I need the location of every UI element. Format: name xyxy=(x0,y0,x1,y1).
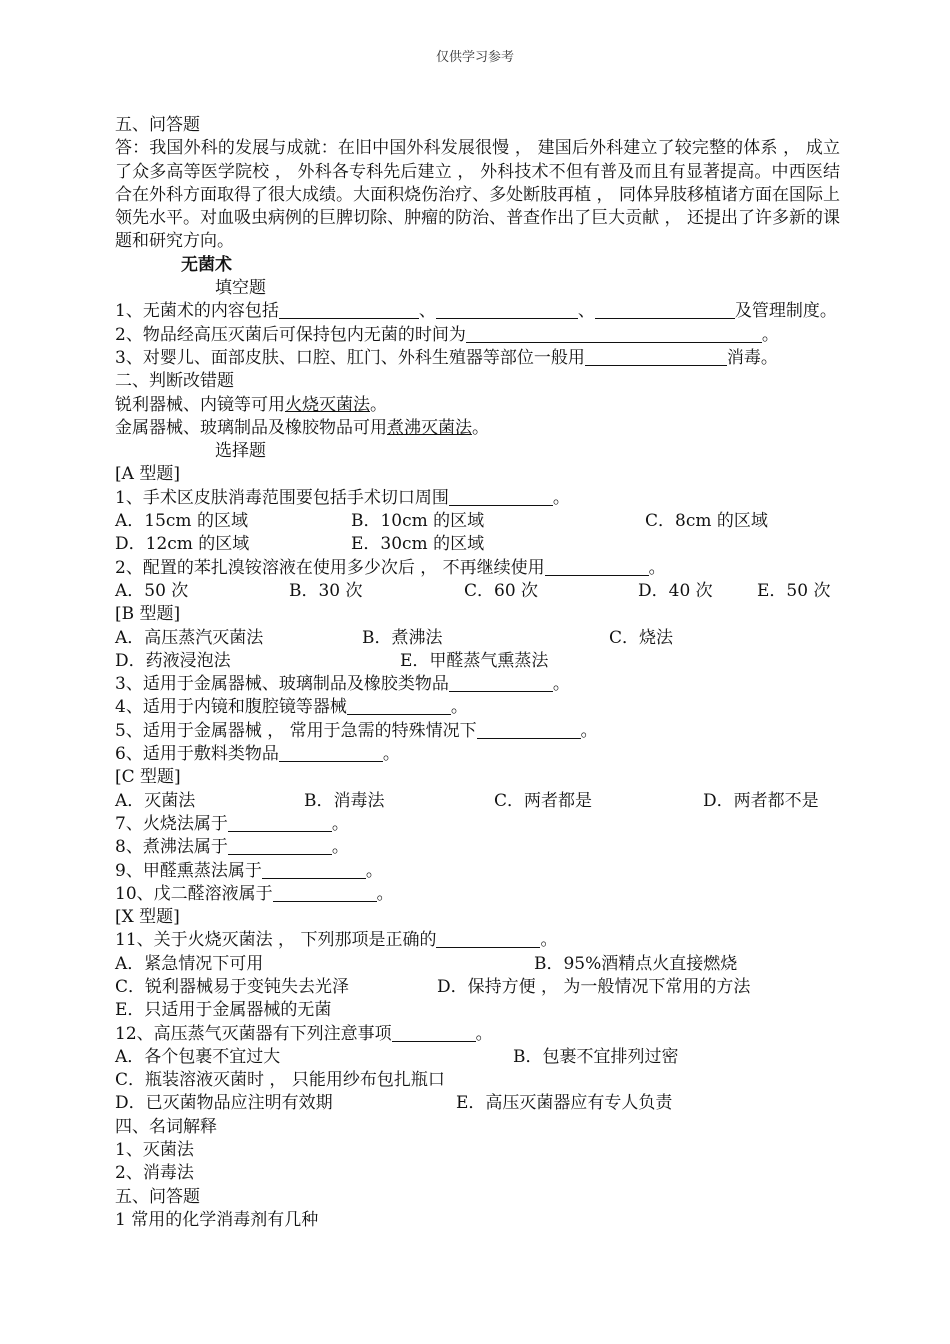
option: B．10cm 的区域 xyxy=(351,511,485,532)
question-text: 。 xyxy=(761,324,779,345)
judge-item-1 xyxy=(115,394,840,417)
answer-paragraph: 答：我国外科的发展与成就：在旧中国外科发展很慢 ， 建国后外科建立了较完整的体系 ， 成立了众多高等医学院校 ， 外科各专科先后建立 ， 外科技术不但有普及而且有显著提高。中西医结合在外科方面取得了很大成绩。大面积烧伤治疗、多处断肢再植 ， 同体异肢移植诸方面在国际上领先水平。对血吸虫病例的巨脾切除、肿瘤的防治、普查作出了巨大贡献 ， 还提出了许多新的课题和研究方向。 xyxy=(115,138,840,252)
option: E．高压灭菌器应有专人负责 xyxy=(456,1093,673,1114)
x-question-11 xyxy=(115,929,840,952)
answer-blank xyxy=(595,301,735,319)
option: D．药液浸泡法 xyxy=(115,650,231,671)
question-text: 2、物品经高压灭菌后可保持包内无菌的时间为 xyxy=(115,324,466,345)
option: C．两者都是 xyxy=(494,790,593,811)
underlined-term: 火烧灭菌法 xyxy=(285,394,370,415)
option-row xyxy=(115,1046,840,1069)
question-text: 。 xyxy=(475,1023,493,1044)
question-text: 8、煮沸法属于 xyxy=(115,837,228,858)
question-text: 11、关于火烧灭菌法 ， 下列那项是正确的 xyxy=(115,930,437,951)
question-text: 。 xyxy=(450,697,468,718)
c-question-7 xyxy=(115,813,840,836)
page-header: 仅供学习参考 xyxy=(435,50,514,65)
answer-blank xyxy=(436,301,578,319)
question-text: 5、适用于金属器械 ， 常用于急需的特殊情况下 xyxy=(115,720,477,741)
question-text: 12、高压蒸气灭菌器有下列注意事项 xyxy=(115,1023,392,1044)
option: E．只适用于金属器械的无菌 xyxy=(115,1000,332,1021)
answer-blank xyxy=(392,1024,476,1042)
question-text: 9、甲醛熏蒸法属于 xyxy=(115,860,262,881)
fill-in-title: 填空题 xyxy=(215,278,266,299)
statement-text: 。 xyxy=(472,417,489,438)
option: E．50 次 xyxy=(757,580,831,601)
answer-blank xyxy=(228,837,332,855)
separator: 、 xyxy=(418,301,436,322)
question-text: 消毒。 xyxy=(726,347,778,368)
option: A．紧急情况下可用 xyxy=(115,953,264,974)
question-text: 6、适用于敷料类物品 xyxy=(115,744,279,765)
option: E．30cm 的区域 xyxy=(351,534,485,555)
option: D．已灭菌物品应注明有效期 xyxy=(115,1093,333,1114)
answer-blank xyxy=(228,814,332,832)
question-text: 。 xyxy=(331,813,349,834)
x-question-12 xyxy=(115,1023,840,1046)
question-text: 3、对婴儿、面部皮肤、口腔、肛门、外科生殖器等部位一般用 xyxy=(115,347,585,368)
option-row xyxy=(115,953,840,976)
choice-title: 选择题 xyxy=(215,441,266,462)
question-type-label: [X 型题] xyxy=(115,907,180,928)
fill-question-1 xyxy=(115,300,840,323)
section-title: 五、问答题 xyxy=(115,115,200,135)
underlined-term: 煮沸灭菌法 xyxy=(387,417,472,438)
b-question-3 xyxy=(115,673,840,696)
question-text: 。 xyxy=(552,674,570,695)
choice-question-2 xyxy=(115,557,840,580)
option-row xyxy=(115,1092,840,1115)
statement-text: 金属器械、玻璃制品及橡胶物品可用 xyxy=(115,417,387,438)
answer-blank xyxy=(279,301,419,319)
option: D．保持方便 ， 为一般情况下常用的方法 xyxy=(437,976,751,997)
question-type-label: [B 型题] xyxy=(115,604,181,625)
c-question-8 xyxy=(115,836,840,859)
option-row xyxy=(115,510,840,533)
chapter-title: 无菌术 xyxy=(181,254,232,275)
option: C．烧法 xyxy=(609,627,674,648)
term-item: 1、灭菌法 xyxy=(115,1140,194,1161)
judge-item-2 xyxy=(115,417,840,440)
question-text: 10、戊二醛溶液属于 xyxy=(115,883,273,904)
question-type-label: [A 型题] xyxy=(115,464,180,485)
fill-question-3 xyxy=(115,347,840,370)
section-title: 五、问答题 xyxy=(115,1186,200,1207)
document-body xyxy=(115,114,840,1232)
question-text: 。 xyxy=(376,883,394,904)
c-question-9 xyxy=(115,860,840,883)
question-text: 。 xyxy=(580,720,598,741)
option-row xyxy=(115,976,840,999)
answer-blank xyxy=(273,884,377,902)
option-row xyxy=(115,790,840,813)
option: B．95%酒精点火直接燃烧 xyxy=(534,953,738,974)
question-text: 。 xyxy=(648,557,666,578)
option-row xyxy=(115,999,840,1022)
essay-question: 1 常用的化学消毒剂有几种 xyxy=(115,1209,319,1230)
question-type-label: [C 型题] xyxy=(115,767,181,788)
b-question-5 xyxy=(115,720,840,743)
option: B．煮沸法 xyxy=(362,627,443,648)
answer-blank xyxy=(477,721,581,739)
answer-blank xyxy=(279,744,383,762)
question-text: 1、手术区皮肤消毒范围要包括手术切口周围 xyxy=(115,487,449,508)
question-text: 1、无菌术的内容包括 xyxy=(115,301,279,322)
option: E．甲醛蒸气熏蒸法 xyxy=(400,650,549,671)
term-item: 2、消毒法 xyxy=(115,1163,194,1184)
option-row xyxy=(115,1069,840,1092)
answer-blank xyxy=(436,930,540,948)
option: C．60 次 xyxy=(464,580,539,601)
option: A．各个包裹不宜过大 xyxy=(115,1046,281,1067)
option: D．两者都不是 xyxy=(703,790,819,811)
question-text: 4、适用于内镜和腹腔镜等器械 xyxy=(115,697,347,718)
answer-blank xyxy=(466,325,762,343)
option: A．15cm 的区域 xyxy=(115,511,248,532)
answer-blank xyxy=(262,861,366,879)
option: D．40 次 xyxy=(638,580,713,601)
choice-question-1 xyxy=(115,487,840,510)
answer-blank xyxy=(449,488,553,506)
question-text: 。 xyxy=(540,930,558,951)
fill-question-2 xyxy=(115,324,840,347)
b-question-4 xyxy=(115,696,840,719)
question-text: 。 xyxy=(382,744,400,765)
option: D．12cm 的区域 xyxy=(115,534,250,555)
answer-blank xyxy=(585,348,727,366)
option: C．锐利器械易于变钝失去光泽 xyxy=(115,976,350,997)
statement-text: 锐利器械、内镜等可用 xyxy=(115,394,285,415)
separator: 、 xyxy=(577,301,595,322)
answer-blank xyxy=(449,674,553,692)
question-text: 7、火烧法属于 xyxy=(115,813,228,834)
option-row xyxy=(115,580,840,603)
answer-blank xyxy=(347,697,451,715)
section-title: 二、判断改错题 xyxy=(115,371,234,392)
question-text: 。 xyxy=(365,860,383,881)
question-text: 2、配置的苯扎溴铵溶液在使用多少次后 ， 不再继续使用 xyxy=(115,557,545,578)
option: B．30 次 xyxy=(289,580,363,601)
question-text: 。 xyxy=(552,487,570,508)
option-row xyxy=(115,627,840,650)
section-title: 四、名词解释 xyxy=(115,1116,217,1137)
option-row xyxy=(115,533,840,556)
option: B．消毒法 xyxy=(304,790,385,811)
c-question-10 xyxy=(115,883,840,906)
option: C．瓶装溶液灭菌时 ， 只能用纱布包扎瓶口 xyxy=(115,1070,445,1091)
question-text: 3、适用于金属器械、玻璃制品及橡胶类物品 xyxy=(115,674,449,695)
statement-text: 。 xyxy=(370,394,387,415)
option: B．包裹不宜排列过密 xyxy=(513,1046,679,1067)
answer-blank xyxy=(545,558,649,576)
b-question-6 xyxy=(115,743,840,766)
option: C．8cm 的区域 xyxy=(645,511,768,532)
question-text: 。 xyxy=(331,837,349,858)
question-text: 及管理制度。 xyxy=(734,301,837,322)
option: A．灭菌法 xyxy=(115,790,196,811)
option: A．高压蒸汽灭菌法 xyxy=(115,627,264,648)
option-row xyxy=(115,650,840,673)
option: A．50 次 xyxy=(115,580,189,601)
